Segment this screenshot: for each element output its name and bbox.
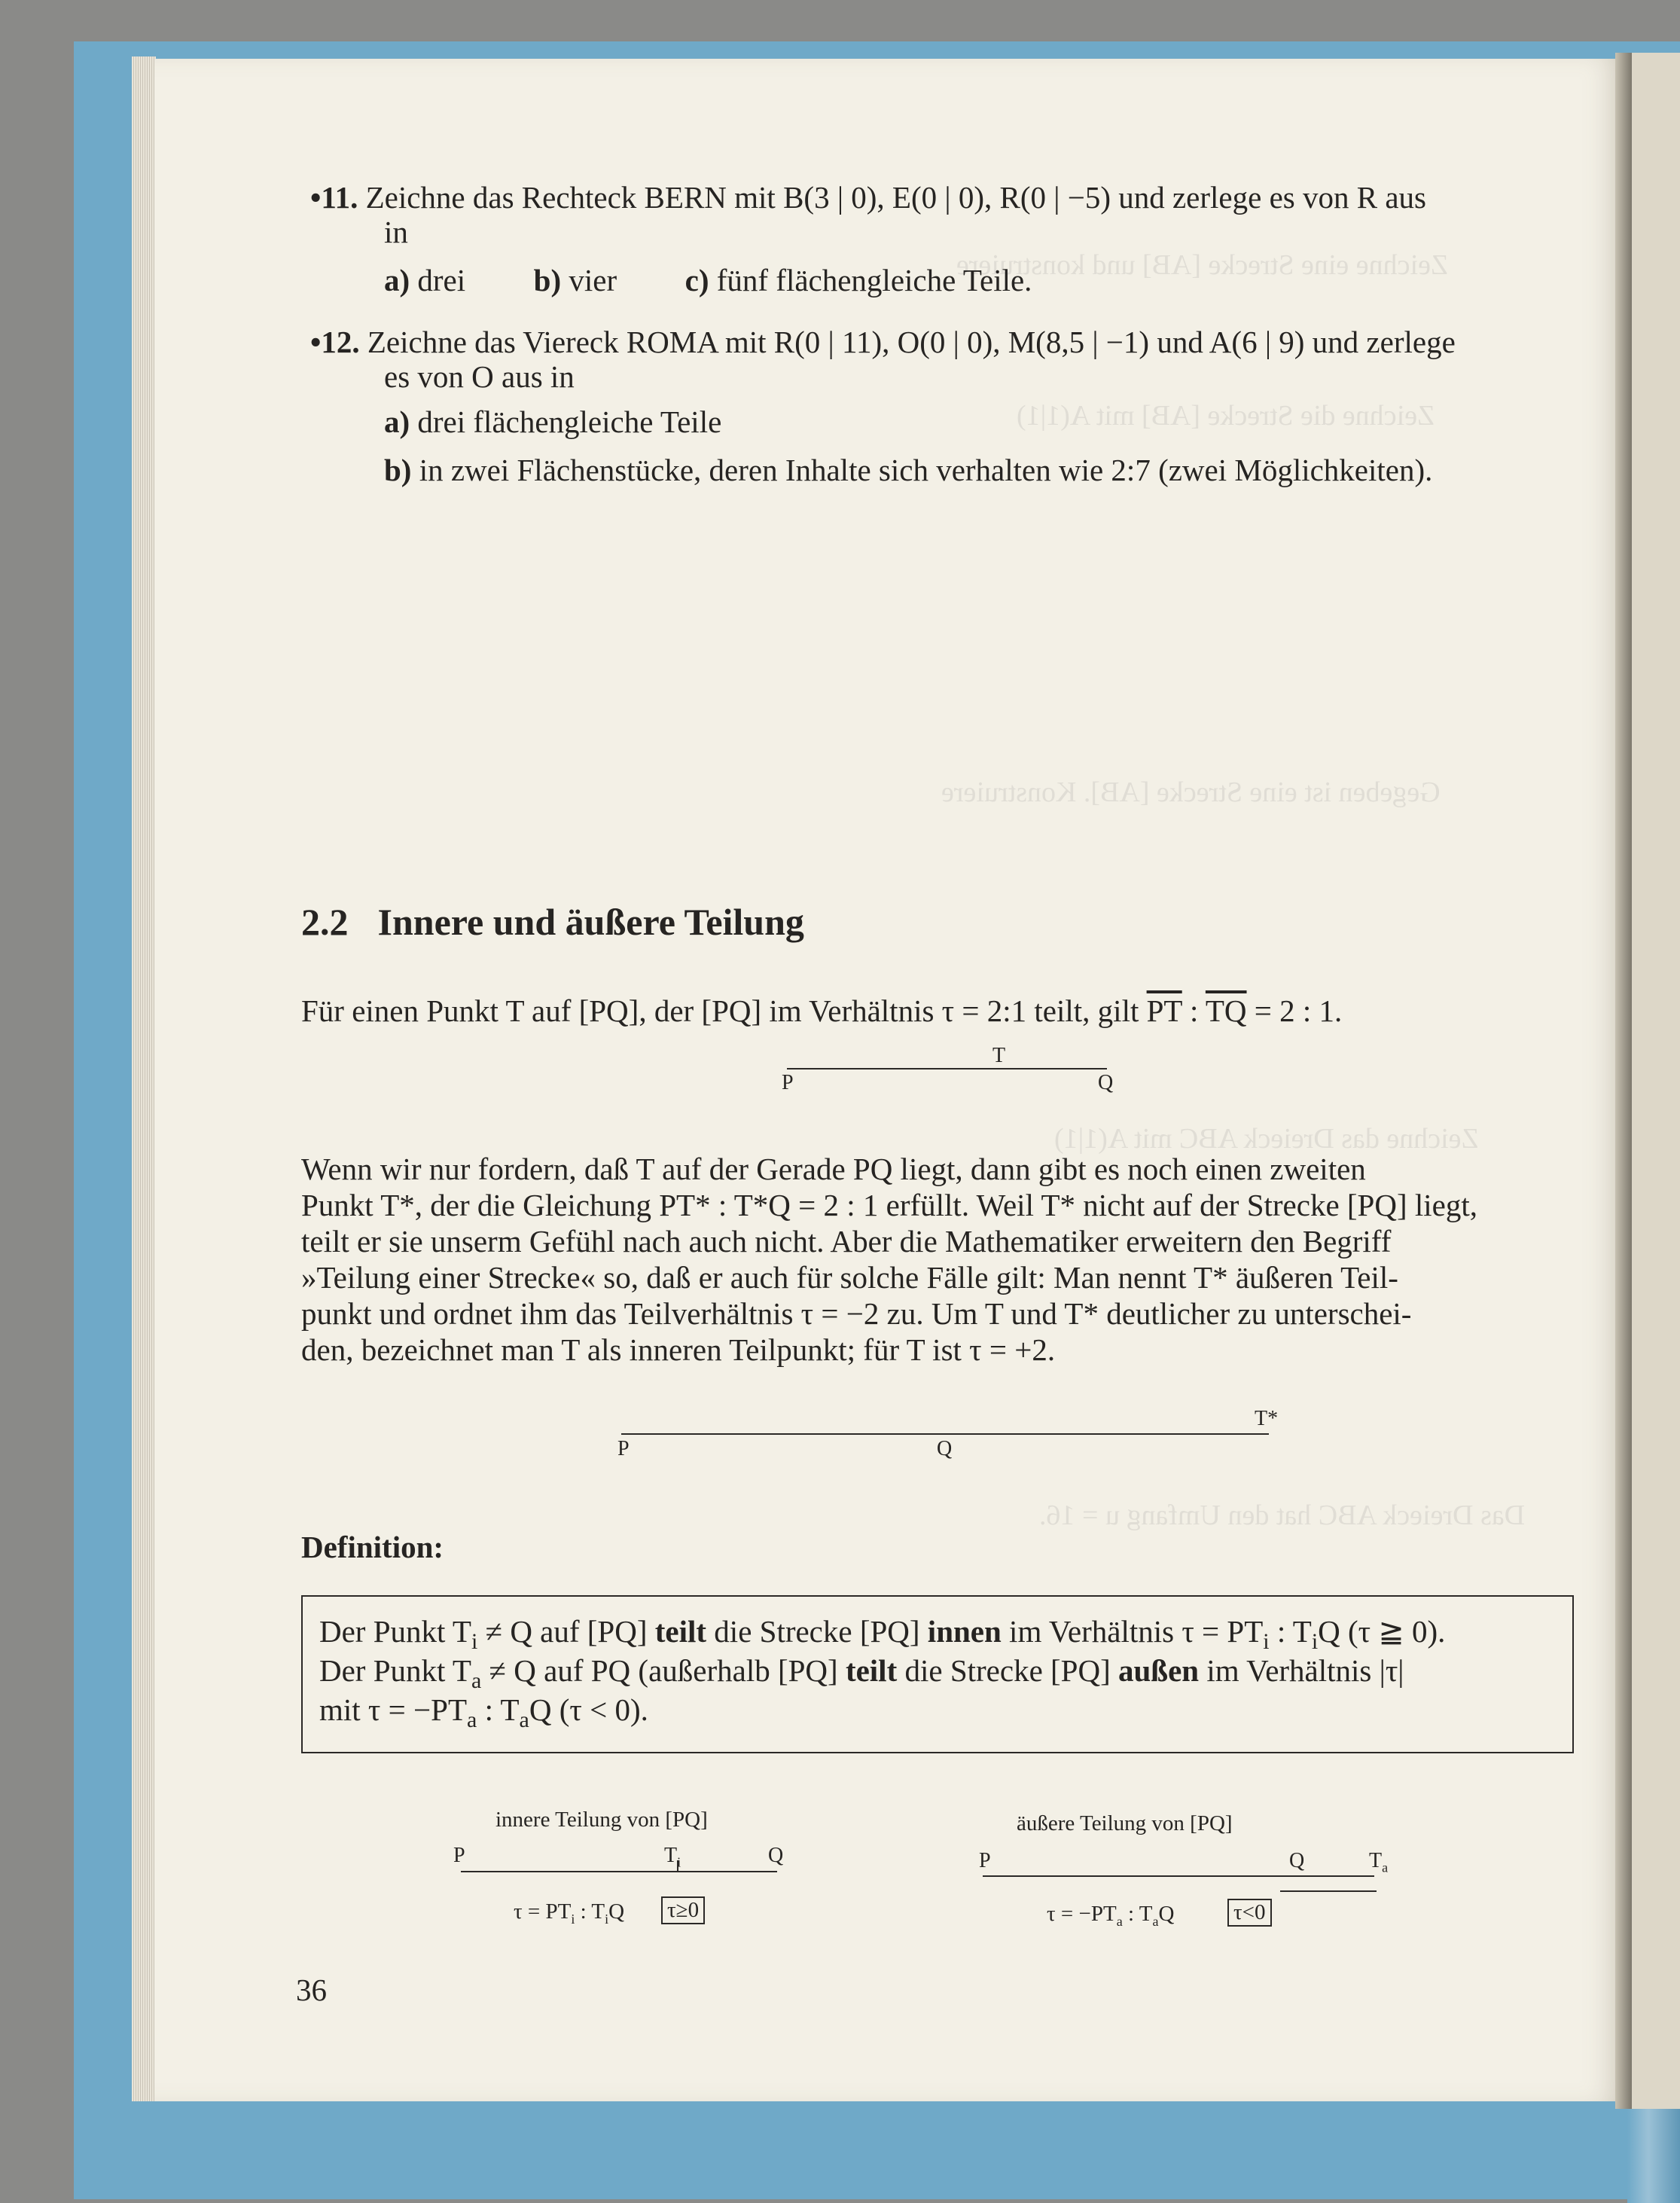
point-t: T	[992, 1044, 1006, 1067]
exercise-text: Zeichne das Rechteck BERN mit B(3 | 0), E(0 | 0), R(0 | −5) und zerlege es von R aus	[365, 180, 1426, 215]
exercise-text-cont: in	[384, 215, 408, 249]
next-page-edge	[1630, 53, 1680, 2109]
point-ti: $T_i$	[664, 1844, 681, 1870]
page-number: 36	[296, 1973, 327, 2007]
def-keyword: außen	[1117, 1653, 1200, 1688]
def-text: ≠ Q auf [PQ]	[477, 1614, 655, 1649]
part-text: in zwei Flächenstücke, deren Inhalte sich verhalten wie 2:7 (zwei Möglichkeiten).	[419, 453, 1433, 487]
show-through-text: Das Dreieck ABC hat den Umfang u = 16.	[1039, 1500, 1526, 1531]
condition-box: τ≥0	[661, 1896, 705, 1924]
def-text: Der Punkt T	[319, 1614, 471, 1649]
figure-title: innere Teilung von [PQ]	[495, 1808, 708, 1832]
exercise-11-parts	[384, 262, 1032, 298]
outer-segment	[1280, 1890, 1377, 1892]
paragraph-line: den, bezeichnet man T als inneren Teilpunkt; für T ist τ = +2.	[301, 1332, 1056, 1367]
point-q: Q	[1098, 1071, 1114, 1094]
exercise-text-cont: es von O aus in	[384, 359, 575, 394]
def-text: Q (τ < 0).	[529, 1692, 648, 1727]
paragraph-line: teilt er sie unserm Gefühl nach auch nicht. Aber die Mathematiker erweitern den Begriff	[301, 1224, 1392, 1259]
point-q: Q	[937, 1437, 953, 1460]
definition-heading: Definition:	[301, 1530, 444, 1564]
def-sub: a	[467, 1707, 477, 1733]
part-text: drei	[417, 263, 466, 297]
section-heading	[301, 900, 804, 944]
section-number: 2.2	[301, 901, 349, 943]
segment-line	[461, 1871, 777, 1872]
show-through-text: Zeichne die Strecke [AB] mit A(1|1)	[1017, 400, 1435, 432]
part-label: a)	[384, 404, 410, 439]
point-p: P	[782, 1071, 794, 1094]
paragraph-line: Wenn wir nur fordern, daß T auf der Gerade PQ liegt, dann gibt es noch einen zweiten	[301, 1152, 1366, 1186]
exercise-number: •12.	[310, 325, 360, 359]
figure-formula: $\tau = PT_i$ : $T_iQ$	[514, 1899, 625, 1927]
book-gutter	[1615, 53, 1632, 2109]
def-sub: i	[471, 1629, 478, 1655]
paragraph-line: punkt und ordnet ihm das Teilverhältnis τ = −2 zu. Um T und T* deutlicher zu unterschei-	[301, 1296, 1412, 1331]
def-text: : T	[1269, 1614, 1312, 1649]
exercise-number: •11.	[310, 180, 358, 215]
def-text: ≠ Q auf PQ (außerhalb [PQ]	[481, 1653, 846, 1688]
intro-end: = 2 : 1.	[1246, 993, 1343, 1028]
def-text: die Strecke [PQ]	[706, 1614, 928, 1649]
definition-box	[301, 1595, 1574, 1753]
part-text: drei flächengleiche Teile	[417, 404, 722, 439]
def-text: die Strecke [PQ]	[897, 1653, 1118, 1688]
exercise-12-part-b	[384, 452, 1432, 488]
intro-colon: :	[1181, 993, 1206, 1028]
exercise-12-part-a	[384, 404, 721, 440]
point-q: Q	[1289, 1849, 1305, 1872]
condition-box: τ<0	[1227, 1899, 1272, 1927]
def-keyword: teilt	[654, 1614, 707, 1649]
point-p: P	[617, 1437, 630, 1460]
show-through-text: Zeichne eine Strecke [AB] und konstruiere	[956, 249, 1449, 281]
section-title: Innere und äußere Teilung	[377, 901, 804, 943]
def-text: Q (τ ≧ 0).	[1318, 1614, 1446, 1649]
exercise-11	[310, 179, 1426, 215]
line-pq	[621, 1433, 1269, 1435]
paragraph-line: »Teilung einer Strecke« so, daß er auch für solche Fälle gilt: Man nennt T* äußeren Teil-	[301, 1260, 1398, 1295]
def-text: Der Punkt T	[319, 1653, 471, 1688]
segment-tq: $\overline{TQ}$	[1205, 993, 1247, 1028]
point-t-star: T*	[1255, 1407, 1279, 1430]
def-sub: i	[1263, 1629, 1270, 1655]
part-text: vier	[569, 263, 617, 297]
part-text: fünf flächengleiche Teile.	[716, 263, 1032, 297]
def-text: : T	[477, 1692, 520, 1727]
paragraph-line: Punkt T*, der die Gleichung PT* : T*Q = 2 : 1 erfüllt. Weil T* nicht auf der Strecke [PQ] liegt,	[301, 1188, 1477, 1222]
point-q: Q	[768, 1844, 784, 1867]
show-through-text: Gegeben ist eine Strecke [AB]. Konstruiere	[941, 777, 1441, 808]
def-text: mit τ = −PT	[319, 1692, 467, 1727]
exercise-text: Zeichne das Viereck ROMA mit R(0 | 11), O(0 | 0), M(8,5 | −1) und A(6 | 9) und zerlege	[367, 325, 1456, 359]
intro-text: Für einen Punkt T auf [PQ], der [PQ] im Verhältnis τ = 2:1 teilt, gilt	[301, 993, 1147, 1028]
page-stack	[132, 56, 156, 2101]
part-label: b)	[533, 263, 562, 297]
exercise-12	[310, 324, 1456, 360]
part-label: c)	[685, 263, 709, 297]
def-text: im Verhältnis |τ|	[1199, 1653, 1404, 1688]
part-label: a)	[384, 263, 410, 297]
def-text: im Verhältnis τ = PT	[1001, 1614, 1264, 1649]
segment-line	[787, 1068, 1107, 1069]
part-label: b)	[384, 453, 412, 487]
def-sub: a	[471, 1668, 482, 1694]
segment-pt: $\overline{PT}$	[1146, 993, 1182, 1028]
def-sub: a	[519, 1707, 529, 1733]
def-sub: i	[1311, 1629, 1319, 1655]
figure-formula: $\tau = -PT_a$ : $T_aQ$	[1047, 1902, 1175, 1929]
def-keyword: teilt	[845, 1653, 898, 1688]
def-keyword: innen	[927, 1614, 1002, 1649]
point-ta: $T_a$	[1369, 1849, 1389, 1875]
book-page	[154, 59, 1623, 2101]
intro-sentence	[301, 993, 1342, 1029]
point-p: P	[453, 1844, 465, 1867]
figure-title: äußere Teilung von [PQ]	[1017, 1811, 1233, 1835]
show-through-text: Zeichne das Dreieck ABC mit A(1|1)	[1054, 1123, 1479, 1155]
line-pq-extended	[983, 1875, 1374, 1877]
point-p: P	[979, 1849, 991, 1872]
definition-line-3	[319, 1692, 648, 1738]
